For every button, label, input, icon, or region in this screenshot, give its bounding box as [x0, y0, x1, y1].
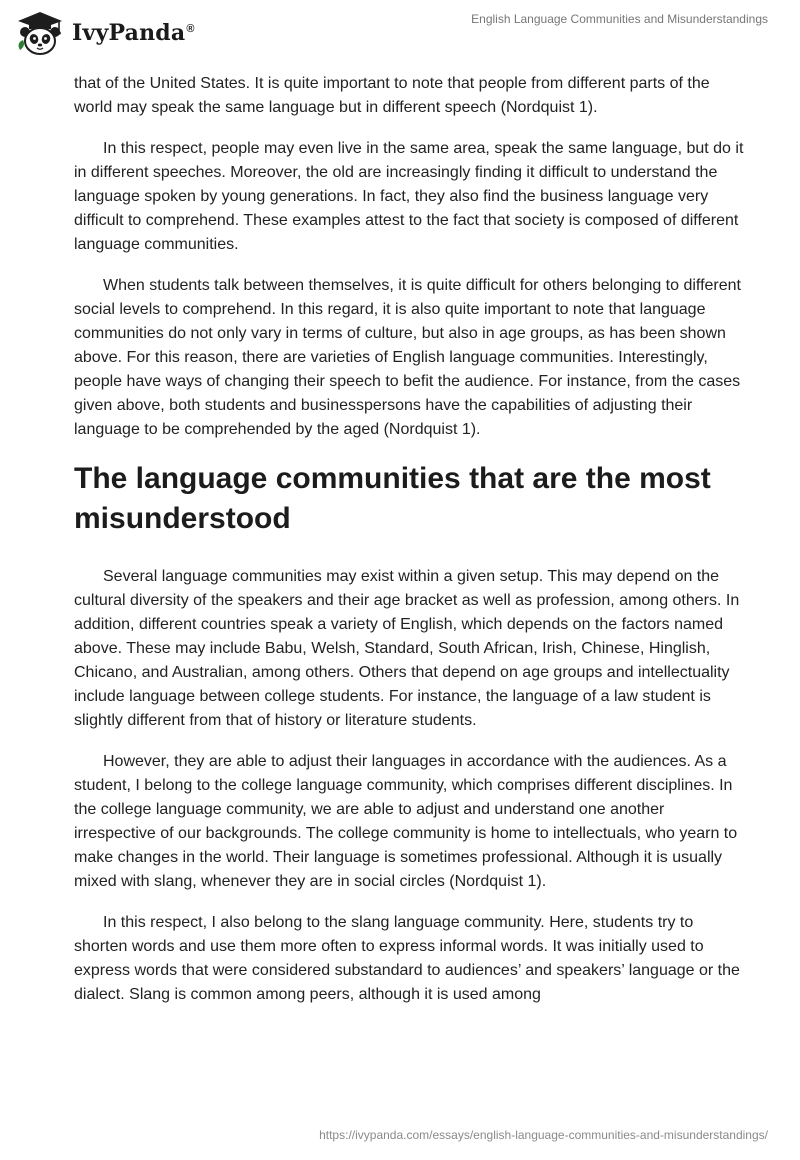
- paragraph-4: Several language communities may exist within a given setup. This may depend on the cultural diversity of the speakers and their age bracket as well as profession, among others. In addition, different countries speak a variety of English, which depends on the factors named above. These may include Babu, Welsh, Standard, South African, Irish, Chinese, Hinglish, Chicano, and Australian, among others. Others that depend on age groups and intellectuality include language between college students. For instance, the language of a law student is slightly different from that of history or literature students.: [74, 568, 740, 729]
- document-title: English Language Communities and Misunderstandings: [471, 12, 768, 26]
- paragraph-6: In this respect, I also belong to the slang language community. Here, students try to shorten words and use them more often to express informal words. It was initially used to express words that were considered substandard to audiences’ and speakers’ language or the dialect. Slang is common among peers, although it is used among: [74, 914, 740, 1003]
- paragraph-2: In this respect, people may even live in the same area, speak the same language, but do it in different speeches. Moreover, the old are increasingly finding it difficult to understand the language spoken by young generations. In fact, they also find the business language very difficult to comprehend. These examples attest to the fact that society is composed of different language communities.: [74, 140, 744, 253]
- paragraph-3: When students talk between themselves, it is quite difficult for others belonging to different social levels to comprehend. In this regard, it is also quite important to note that language communities do not only vary in terms of culture, but also in age groups, as has been shown above. For this reason, there are varieties of English language communities. Interestingly, people have ways of changing their speech to befit the audience. For instance, from the cases given above, both students and businesspersons have the capabilities of adjusting their language to be comprehended by the aged (Nordquist 1).: [74, 277, 741, 438]
- paragraph-5: However, they are able to adjust their languages in accordance with the audiences. As a student, I belong to the college language community, which comprises different disciplines. In the college language community, we are able to adjust and understand one another irrespective of our backgrounds. The college community is home to intellectuals, who yearn to make changes in the world. Their language is sometimes professional. Although it is usually mixed with slang, whenever they are in social circles (Nordquist 1).: [74, 753, 738, 890]
- essay-body: [74, 72, 744, 1024]
- section-heading: The language communities that are the most misunderstood: [74, 462, 711, 535]
- ivypanda-logo[interactable]: [14, 10, 195, 56]
- page-header: [0, 0, 800, 66]
- brand-name: [72, 20, 195, 46]
- paragraph-1: that of the United States. It is quite important to note that people from different parts of the world may speak the same language but in different speech (Nordquist 1).: [74, 75, 710, 116]
- registered-mark: ®: [186, 22, 195, 35]
- brand-text: IvyPanda: [72, 20, 186, 46]
- panda-graduate-icon: [14, 10, 66, 56]
- source-url-link[interactable]: https://ivypanda.com/essays/english-language-communities-and-misunderstandings/: [319, 1128, 768, 1142]
